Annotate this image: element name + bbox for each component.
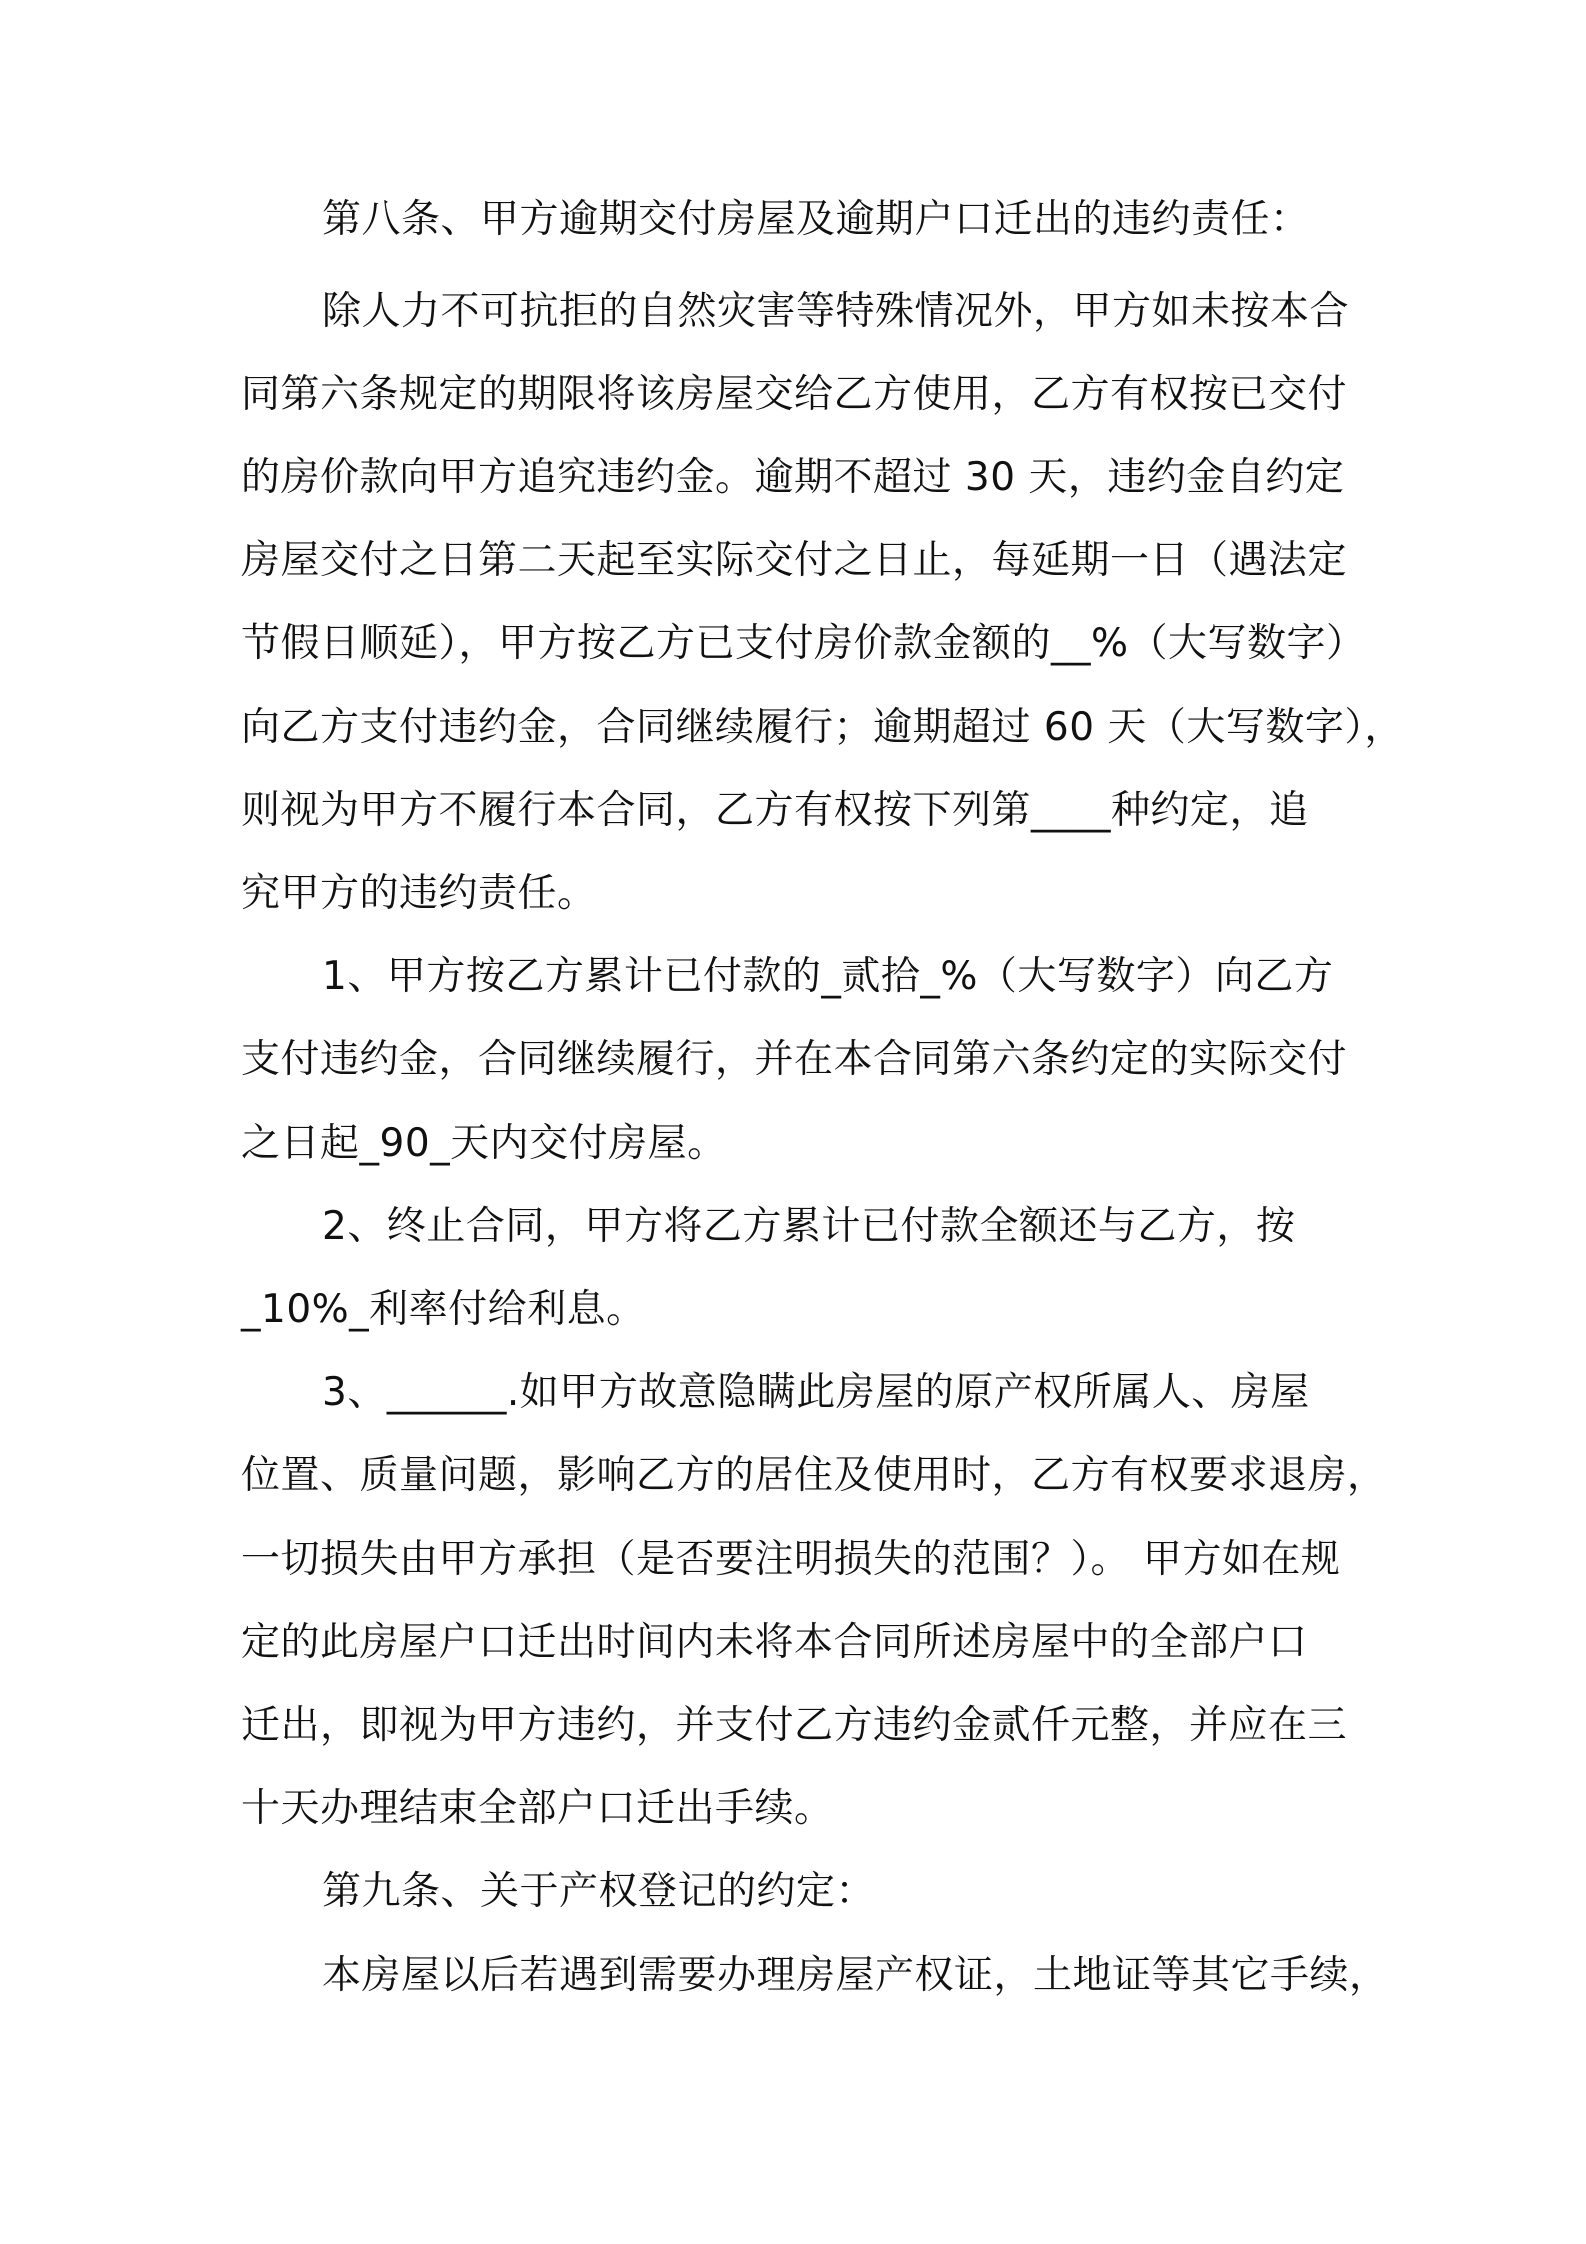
item-3-line-3: 一切损失由甲方承担（是否要注明损失的范围？）。 甲方如在规	[241, 1537, 1341, 1582]
item-1-line-1: 1、甲方按乙方累计已付款的_贰拾_%（大写数字）向乙方	[322, 954, 1334, 999]
item-2-line-2: _10%_利率付给利息。	[241, 1287, 646, 1332]
item-3-line-5: 迁出，即视为甲方违约，并支付乙方违约金贰仟元整，并应在三	[241, 1703, 1348, 1748]
article-8-heading: 第八条、甲方逾期交付房屋及逾期户口迁出的违约责任：	[322, 197, 1310, 242]
article-9-heading: 第九条、关于产权登记的约定：	[322, 1869, 876, 1914]
item-3-line-2: 位置、质量问题，影响乙方的居住及使用时，乙方有权要求退房，	[241, 1453, 1387, 1498]
item-3-line-4: 定的此房屋户口迁出时间内未将本合同所述房屋中的全部户口	[241, 1620, 1308, 1665]
article-8-line-8: 究甲方的违约责任。	[241, 871, 597, 916]
article-8-line-7: 则视为甲方不履行本合同，乙方有权按下列第____种约定，追	[241, 788, 1309, 833]
item-3-line-1: 3、______.如甲方故意隐瞒此房屋的原产权所属人、房屋	[322, 1370, 1310, 1415]
item-1-line-3: 之日起_90_天内交付房屋。	[241, 1121, 727, 1166]
item-2-line-1: 2、终止合同，甲方将乙方累计已付款全额还与乙方，按	[322, 1204, 1296, 1249]
item-3-line-6: 十天办理结束全部户口迁出手续。	[241, 1786, 834, 1831]
article-8-line-3: 的房价款向甲方追究违约金。逾期不超过 30 天，违约金自约定	[241, 455, 1345, 500]
article-8-line-1: 除人力不可抗拒的自然灾害等特殊情况外，甲方如未按本合	[322, 289, 1350, 334]
article-8-line-2: 同第六条规定的期限将该房屋交给乙方使用，乙方有权按已交付	[241, 372, 1348, 417]
article-8-line-6: 向乙方支付违约金，合同继续履行；逾期超过 60 天（大写数字），	[241, 705, 1404, 750]
article-9-line-1: 本房屋以后若遇到需要办理房屋产权证，土地证等其它手续，	[322, 1953, 1389, 1998]
item-1-line-2: 支付违约金，合同继续履行，并在本合同第六条约定的实际交付	[241, 1037, 1348, 1082]
article-8-line-4: 房屋交付之日第二天起至实际交付之日止，每延期一日（遇法定	[241, 538, 1348, 583]
article-8-line-5: 节假日顺延），甲方按乙方已支付房价款金额的__%（大写数字）	[241, 621, 1366, 666]
